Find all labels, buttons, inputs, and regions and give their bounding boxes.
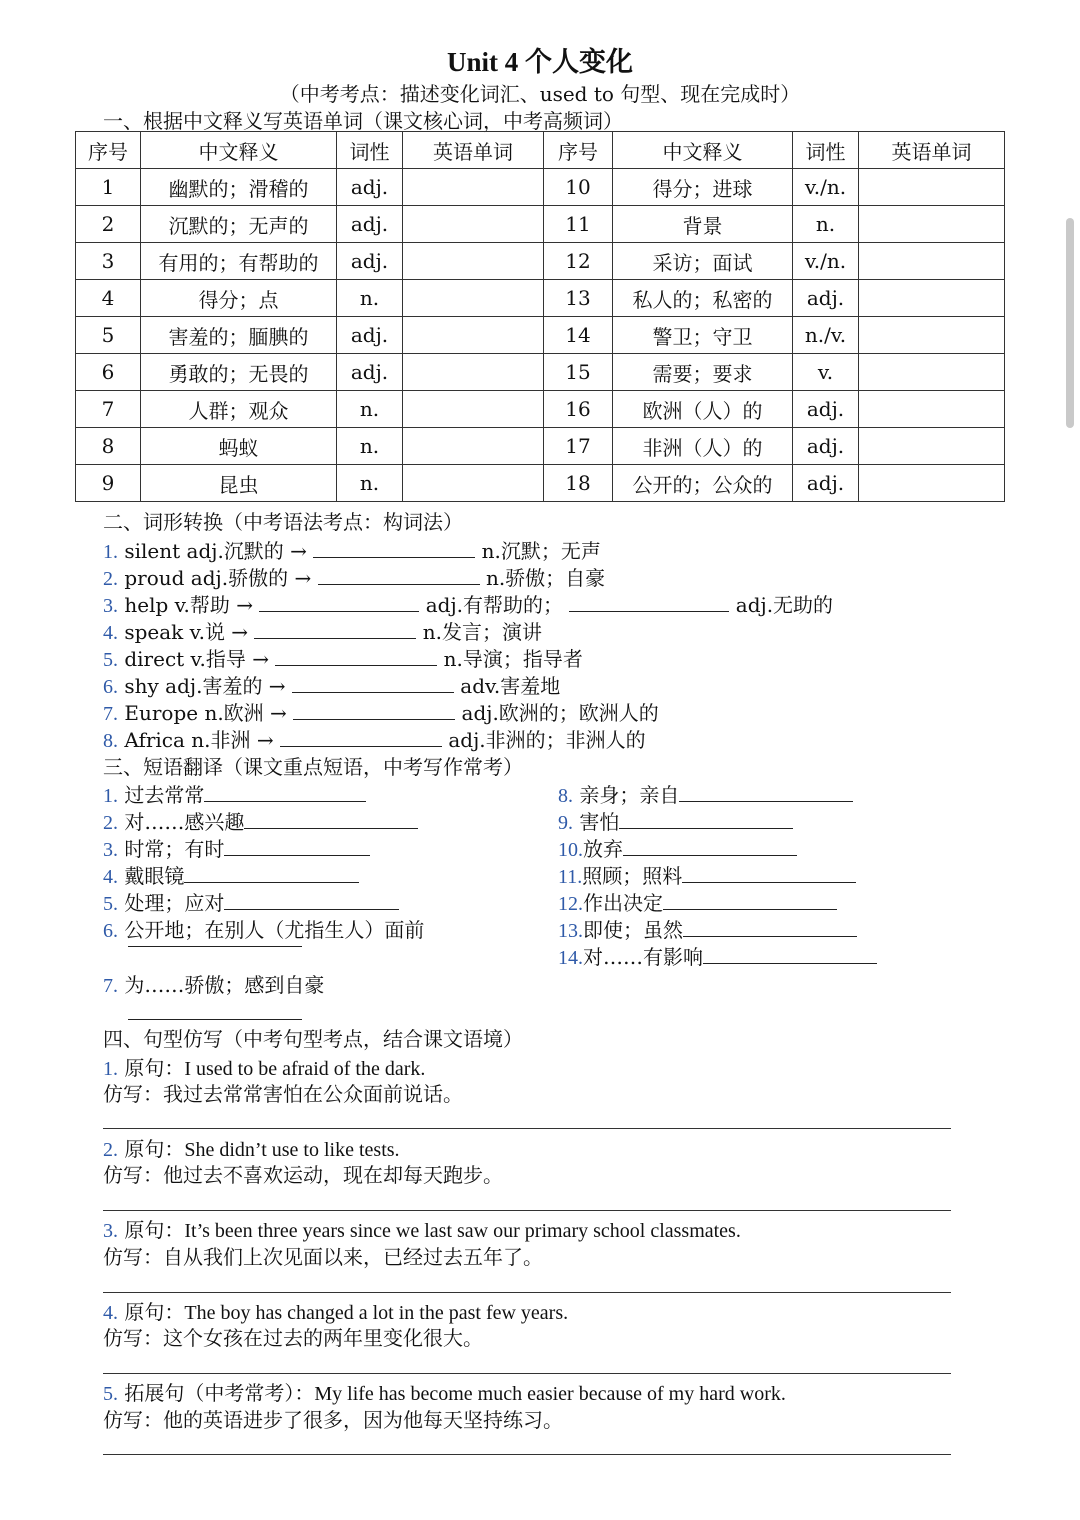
item-prompt: shy adj.害羞的 → bbox=[124, 674, 286, 698]
table-row bbox=[76, 428, 1005, 465]
table-row bbox=[76, 465, 1005, 502]
original-label: 原句： bbox=[124, 1056, 185, 1080]
part-of-speech: adj. bbox=[793, 280, 859, 317]
item-number: 4. bbox=[103, 866, 118, 888]
phrase-item bbox=[558, 860, 856, 889]
col-header: 序号 bbox=[544, 132, 613, 169]
part-of-speech: n. bbox=[337, 280, 403, 317]
part-of-speech: adj. bbox=[337, 354, 403, 391]
sentence-original bbox=[103, 1377, 786, 1406]
word-form-item bbox=[103, 670, 560, 699]
chinese-meaning: 有用的；有帮助的 bbox=[141, 243, 337, 280]
section-4-heading: 四、句型仿写（中考句型考点，结合课文语境） bbox=[103, 1027, 523, 1051]
answer-blank[interactable] bbox=[224, 837, 370, 856]
row-number: 16 bbox=[544, 391, 613, 428]
original-label: 原句： bbox=[124, 1137, 185, 1161]
chinese-meaning: 害羞的；腼腆的 bbox=[141, 317, 337, 354]
row-number: 5 bbox=[76, 317, 141, 354]
word-form-item bbox=[103, 535, 601, 564]
col-header: 序号 bbox=[76, 132, 141, 169]
english-word-blank[interactable] bbox=[859, 169, 1005, 206]
phrase-text: 亲身；亲自 bbox=[579, 783, 680, 807]
imitate-prompt: 仿写：这个女孩在过去的两年里变化很大。 bbox=[103, 1326, 483, 1350]
item-number: 6. bbox=[103, 920, 118, 942]
phrase-text: 放弃 bbox=[583, 837, 623, 861]
answer-blank[interactable] bbox=[259, 593, 419, 612]
answer-blank[interactable] bbox=[703, 945, 877, 964]
item-prompt: Europe n.欧洲 → bbox=[124, 701, 287, 725]
row-number: 8 bbox=[76, 428, 141, 465]
english-word-blank[interactable] bbox=[859, 206, 1005, 243]
part-of-speech: adj. bbox=[337, 317, 403, 354]
table-row bbox=[76, 169, 1005, 206]
row-number: 4 bbox=[76, 280, 141, 317]
answer-blank[interactable] bbox=[224, 891, 399, 910]
item-number: 7. bbox=[103, 975, 118, 997]
english-word-blank[interactable] bbox=[859, 280, 1005, 317]
item-number: 10. bbox=[558, 839, 583, 861]
phrase-item bbox=[558, 914, 857, 943]
phrase-item bbox=[103, 887, 399, 916]
answer-blank[interactable] bbox=[623, 837, 797, 856]
part-of-speech: v./n. bbox=[793, 243, 859, 280]
english-word-blank[interactable] bbox=[403, 280, 544, 317]
phrase-text: 害怕 bbox=[579, 810, 620, 834]
part-of-speech: n. bbox=[793, 206, 859, 243]
row-number: 14 bbox=[544, 317, 613, 354]
item-prompt: Africa n.非洲 → bbox=[124, 728, 274, 752]
english-word-blank[interactable] bbox=[403, 391, 544, 428]
chinese-meaning: 需要；要求 bbox=[613, 354, 793, 391]
english-word-blank[interactable] bbox=[403, 428, 544, 465]
item-prompt: proud adj.骄傲的 → bbox=[124, 566, 312, 590]
answer-blank[interactable] bbox=[275, 647, 437, 666]
item-prompt: speak v.说 → bbox=[124, 620, 249, 644]
item-number: 2. bbox=[103, 812, 118, 834]
answer-blank[interactable] bbox=[128, 1019, 302, 1020]
original-sentence: She didn’t use to like tests. bbox=[184, 1139, 400, 1161]
chinese-meaning: 昆虫 bbox=[141, 465, 337, 502]
english-word-blank[interactable] bbox=[859, 465, 1005, 502]
answer-line[interactable] bbox=[103, 1210, 951, 1211]
item-number: 4. bbox=[103, 622, 118, 644]
answer-blank[interactable] bbox=[128, 946, 302, 947]
part-of-speech: n. bbox=[337, 428, 403, 465]
answer-blank[interactable] bbox=[204, 783, 366, 802]
imitate-prompt: 仿写：他的英语进步了很多，因为他每天坚持练习。 bbox=[103, 1408, 563, 1432]
item-number: 6. bbox=[103, 676, 118, 698]
phrase-item bbox=[103, 914, 424, 943]
english-word-blank[interactable] bbox=[859, 354, 1005, 391]
section-2-heading: 二、词形转换（中考语法考点：构词法） bbox=[103, 510, 463, 534]
chinese-meaning: 欧洲（人）的 bbox=[613, 391, 793, 428]
item-number: 8. bbox=[103, 730, 118, 752]
item-target: n.沉默；无声 bbox=[481, 539, 601, 563]
chinese-meaning: 沉默的；无声的 bbox=[141, 206, 337, 243]
part-of-speech: adj. bbox=[337, 169, 403, 206]
col-header: 中文释义 bbox=[141, 132, 337, 169]
word-form-item bbox=[103, 589, 833, 618]
chinese-meaning: 警卫；守卫 bbox=[613, 317, 793, 354]
col-header: 中文释义 bbox=[613, 132, 793, 169]
item-target: adj.欧洲的；欧洲人的 bbox=[461, 701, 659, 725]
item-prompt: silent adj.沉默的 → bbox=[124, 539, 307, 563]
original-sentence: It’s been three years since we last saw our primary school classmates. bbox=[184, 1220, 741, 1242]
part-of-speech: n. bbox=[337, 465, 403, 502]
answer-blank[interactable] bbox=[254, 620, 416, 639]
english-word-blank[interactable] bbox=[859, 428, 1005, 465]
phrase-text: 对……感兴趣 bbox=[124, 810, 245, 834]
chinese-meaning: 背景 bbox=[613, 206, 793, 243]
original-sentence: The boy has changed a lot in the past few years. bbox=[184, 1302, 569, 1324]
sentence-original bbox=[103, 1296, 568, 1325]
table-row bbox=[76, 243, 1005, 280]
item-target: adv.害羞地 bbox=[460, 674, 561, 698]
phrase-text: 过去常常 bbox=[124, 783, 205, 807]
section-3-heading: 三、短语翻译（课文重点短语，中考写作常考） bbox=[103, 755, 523, 779]
english-word-blank[interactable] bbox=[403, 354, 544, 391]
item-number: 9. bbox=[558, 812, 573, 834]
original-label: 原句： bbox=[124, 1218, 185, 1242]
phrase-text: 即使；虽然 bbox=[583, 918, 683, 942]
phrase-text: 公开地；在别人（尤指生人）面前 bbox=[124, 918, 425, 942]
answer-blank[interactable] bbox=[318, 566, 480, 585]
english-word-blank[interactable] bbox=[859, 391, 1005, 428]
table-row bbox=[76, 317, 1005, 354]
row-number: 10 bbox=[544, 169, 613, 206]
answer-blank[interactable] bbox=[293, 701, 455, 720]
part-of-speech: n. bbox=[337, 391, 403, 428]
phrase-item bbox=[103, 806, 418, 835]
part-of-speech: adj. bbox=[793, 428, 859, 465]
row-number: 11 bbox=[544, 206, 613, 243]
item-number: 2. bbox=[103, 568, 118, 590]
row-number: 17 bbox=[544, 428, 613, 465]
item-number: 5. bbox=[103, 1383, 118, 1405]
item-target: adj.有帮助的； bbox=[425, 593, 564, 617]
answer-blank[interactable] bbox=[280, 728, 442, 747]
section-1-heading: 一、根据中文释义写英语单词（课文核心词，中考高频词） bbox=[103, 109, 623, 133]
part-of-speech: v. bbox=[793, 354, 859, 391]
answer-line[interactable] bbox=[103, 1454, 951, 1455]
chinese-meaning: 人群；观众 bbox=[141, 391, 337, 428]
chinese-meaning: 得分；点 bbox=[141, 280, 337, 317]
table-row bbox=[76, 391, 1005, 428]
answer-blank[interactable] bbox=[569, 593, 729, 612]
item-number: 12. bbox=[558, 893, 583, 915]
answer-blank[interactable] bbox=[619, 810, 793, 829]
imitate-prompt: 仿写：我过去常常害怕在公众面前说话。 bbox=[103, 1082, 463, 1106]
phrase-text: 处理；应对 bbox=[124, 891, 225, 915]
answer-line[interactable] bbox=[103, 1373, 951, 1374]
answer-line[interactable] bbox=[103, 1292, 951, 1293]
chinese-meaning: 得分；进球 bbox=[613, 169, 793, 206]
item-prompt: help v.帮助 → bbox=[124, 593, 254, 617]
phrase-item bbox=[103, 969, 324, 998]
answer-blank[interactable] bbox=[292, 674, 454, 693]
item-number: 11. bbox=[558, 866, 583, 888]
answer-blank[interactable] bbox=[679, 783, 853, 802]
word-form-item bbox=[103, 724, 646, 753]
item-target: n.发言；演讲 bbox=[422, 620, 543, 644]
original-sentence: I used to be afraid of the dark. bbox=[184, 1058, 426, 1080]
row-number: 9 bbox=[76, 465, 141, 502]
item-number: 4. bbox=[103, 1302, 118, 1324]
col-header: 英语单词 bbox=[859, 132, 1005, 169]
sentence-original bbox=[103, 1133, 400, 1162]
part-of-speech: adj. bbox=[793, 465, 859, 502]
answer-blank[interactable] bbox=[244, 810, 418, 829]
vertical-scrollbar[interactable] bbox=[1066, 218, 1074, 428]
row-number: 12 bbox=[544, 243, 613, 280]
english-word-blank[interactable] bbox=[403, 169, 544, 206]
chinese-meaning: 公开的；公众的 bbox=[613, 465, 793, 502]
table-row bbox=[76, 206, 1005, 243]
chinese-meaning: 私人的；私密的 bbox=[613, 280, 793, 317]
answer-line[interactable] bbox=[103, 1128, 951, 1129]
phrase-item bbox=[103, 833, 370, 862]
original-label: 原句： bbox=[124, 1300, 185, 1324]
item-target: adj.非洲的；非洲人的 bbox=[448, 728, 646, 752]
sentence-original bbox=[103, 1214, 741, 1243]
part-of-speech: adj. bbox=[337, 243, 403, 280]
chinese-meaning: 非洲（人）的 bbox=[613, 428, 793, 465]
phrase-item bbox=[558, 779, 853, 808]
item-number: 1. bbox=[103, 541, 118, 563]
vocab-table bbox=[75, 131, 1005, 502]
item-number: 3. bbox=[103, 839, 118, 861]
english-word-blank[interactable] bbox=[403, 206, 544, 243]
row-number: 18 bbox=[544, 465, 613, 502]
phrase-text: 对……有影响 bbox=[583, 945, 703, 969]
table-row bbox=[76, 280, 1005, 317]
phrase-text: 为……骄傲；感到自豪 bbox=[124, 973, 325, 997]
item-number: 3. bbox=[103, 1220, 118, 1242]
item-number: 5. bbox=[103, 649, 118, 671]
row-number: 6 bbox=[76, 354, 141, 391]
sentence-original bbox=[103, 1052, 425, 1081]
item-number: 1. bbox=[103, 1058, 118, 1080]
item-target: n.骄傲；自豪 bbox=[485, 566, 606, 590]
row-number: 13 bbox=[544, 280, 613, 317]
english-word-blank[interactable] bbox=[403, 465, 544, 502]
word-form-item bbox=[103, 643, 583, 672]
item-number: 3. bbox=[103, 595, 118, 617]
english-word-blank[interactable] bbox=[859, 243, 1005, 280]
part-of-speech: v./n. bbox=[793, 169, 859, 206]
item-number: 2. bbox=[103, 1139, 118, 1161]
phrase-item bbox=[558, 833, 797, 862]
phrase-text: 时常；有时 bbox=[124, 837, 225, 861]
item-number: 13. bbox=[558, 920, 583, 942]
item-number: 8. bbox=[558, 785, 573, 807]
item-target: n.导演；指导者 bbox=[443, 647, 583, 671]
chinese-meaning: 幽默的；滑稽的 bbox=[141, 169, 337, 206]
original-sentence: My life has become much easier because of my hard work. bbox=[314, 1383, 786, 1405]
phrase-text: 照顾；照料 bbox=[582, 864, 683, 888]
imitate-prompt: 仿写：自从我们上次见面以来，已经过去五年了。 bbox=[103, 1245, 543, 1269]
page-subtitle: （中考考点：描述变化词汇、used to 句型、现在完成时） bbox=[279, 82, 801, 106]
item-number: 5. bbox=[103, 893, 118, 915]
answer-blank[interactable] bbox=[313, 539, 475, 558]
item-number: 1. bbox=[103, 785, 118, 807]
imitate-prompt: 仿写：他过去不喜欢运动，现在却每天跑步。 bbox=[103, 1163, 503, 1187]
item-number: 14. bbox=[558, 947, 583, 969]
phrase-item bbox=[103, 779, 366, 808]
original-label: 拓展句（中考常考）： bbox=[124, 1381, 315, 1405]
answer-blank[interactable] bbox=[184, 864, 359, 883]
answer-blank[interactable] bbox=[683, 918, 857, 937]
col-header: 词性 bbox=[337, 132, 403, 169]
phrase-text: 作出决定 bbox=[583, 891, 663, 915]
part-of-speech: adj. bbox=[793, 391, 859, 428]
english-word-blank[interactable] bbox=[403, 243, 544, 280]
row-number: 1 bbox=[76, 169, 141, 206]
row-number: 15 bbox=[544, 354, 613, 391]
row-number: 7 bbox=[76, 391, 141, 428]
col-header: 英语单词 bbox=[403, 132, 544, 169]
part-of-speech: n./v. bbox=[793, 317, 859, 354]
chinese-meaning: 采访；面试 bbox=[613, 243, 793, 280]
word-form-item bbox=[103, 562, 605, 591]
item-target-2: adj.无助的 bbox=[735, 593, 834, 617]
item-number: 7. bbox=[103, 703, 118, 725]
phrase-text: 戴眼镜 bbox=[124, 864, 185, 888]
phrase-item bbox=[558, 887, 837, 916]
phrase-item bbox=[558, 806, 793, 835]
item-prompt: direct v.指导 → bbox=[124, 647, 269, 671]
row-number: 3 bbox=[76, 243, 141, 280]
chinese-meaning: 勇敢的；无畏的 bbox=[141, 354, 337, 391]
phrase-item bbox=[103, 860, 359, 889]
english-word-blank[interactable] bbox=[859, 317, 1005, 354]
word-form-item bbox=[103, 697, 659, 726]
english-word-blank[interactable] bbox=[403, 317, 544, 354]
table-header-row bbox=[76, 132, 1005, 169]
table-row bbox=[76, 354, 1005, 391]
page-title: Unit 4 个人变化 bbox=[446, 47, 633, 77]
answer-blank[interactable] bbox=[663, 891, 837, 910]
row-number: 2 bbox=[76, 206, 141, 243]
answer-blank[interactable] bbox=[682, 864, 856, 883]
phrase-item bbox=[558, 941, 877, 970]
part-of-speech: adj. bbox=[337, 206, 403, 243]
word-form-item bbox=[103, 616, 542, 645]
col-header: 词性 bbox=[793, 132, 859, 169]
chinese-meaning: 蚂蚁 bbox=[141, 428, 337, 465]
